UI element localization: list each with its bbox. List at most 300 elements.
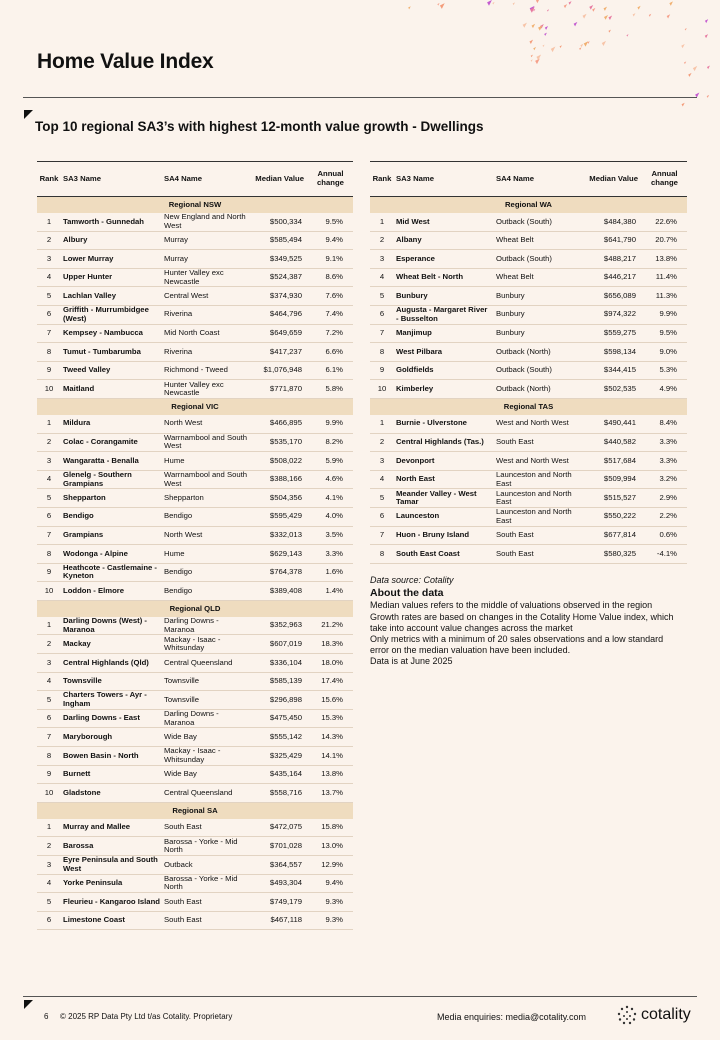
annual-change-cell: 9.1% (308, 250, 353, 269)
confetti-shape (531, 55, 533, 58)
sa4-name-cell: South East (494, 545, 584, 564)
rank-cell: 5 (37, 489, 61, 508)
annual-change-cell: 7.4% (308, 305, 353, 324)
sa3-name-cell: Burnie - Ulverstone (394, 415, 494, 433)
confetti-shape (608, 16, 612, 20)
rank-cell: 1 (370, 213, 394, 231)
table-row (37, 507, 353, 526)
annual-change-cell: 6.6% (308, 343, 353, 362)
confetti-shape (531, 59, 533, 61)
median-value-cell: $595,429 (252, 507, 308, 526)
table-row (370, 452, 687, 471)
cotality-logo (617, 1005, 691, 1025)
median-value-cell: $580,325 (584, 545, 642, 564)
sa4-name-cell: Hunter Valley exc Newcastle (162, 380, 252, 399)
confetti-shape (579, 47, 581, 50)
sa4-name-cell: Wide Bay (162, 765, 252, 784)
rank-cell: 9 (37, 765, 61, 784)
sa4-name-cell: Warrnambool and South West (162, 470, 252, 489)
sa4-name-cell: Darling Downs - Maranoa (162, 617, 252, 635)
rank-cell: 10 (37, 784, 61, 803)
rank-cell: 2 (370, 433, 394, 452)
median-value-cell: $764,378 (252, 563, 308, 582)
sa3-name-cell: Tamworth - Gunnedah (61, 213, 162, 231)
confetti-shape (437, 3, 439, 6)
annual-change-cell: 4.6% (308, 470, 353, 489)
table-row (370, 287, 687, 306)
rank-cell: 4 (37, 672, 61, 691)
confetti-shape (584, 41, 588, 46)
confetti-shape (532, 24, 536, 28)
sa3-name-cell: Albany (394, 231, 494, 250)
sa3-name-cell: Murray and Mallee (61, 819, 162, 837)
sa4-name-cell: Townsville (162, 672, 252, 691)
annual-change-cell: 3.3% (642, 433, 687, 452)
confetti-shape (602, 41, 606, 46)
sa3-name-cell: Kimberley (394, 380, 494, 399)
annual-change-cell: 2.2% (642, 507, 687, 526)
sa4-name-cell: Outback (North) (494, 343, 584, 362)
note-line: Only metrics with a minimum of 20 sales observations and a low standard error on the median valuation have been included. (370, 634, 664, 656)
sa4-name-cell: Murray (162, 250, 252, 269)
table-row (37, 617, 353, 635)
annual-change-cell: 20.7% (642, 231, 687, 250)
rank-cell: 6 (37, 709, 61, 728)
col-header-rank: Rank (372, 173, 392, 183)
confetti-shape (583, 14, 587, 19)
sa3-name-cell: Limestone Coast (61, 911, 162, 930)
confetti-shape (560, 45, 562, 48)
region-label: Regional VIC (37, 398, 353, 415)
col-header-sa3: SA3 Name (396, 173, 435, 183)
sa3-name-cell: Bowen Basin - North (61, 747, 162, 766)
annual-change-cell: 9.3% (308, 911, 353, 930)
median-value-cell: $388,166 (252, 470, 308, 489)
table-row (37, 728, 353, 747)
left-data-table (37, 161, 353, 930)
confetti-shape (440, 3, 445, 9)
sa3-name-cell: Wheat Belt - North (394, 268, 494, 287)
annual-change-cell: 15.3% (308, 709, 353, 728)
table-row (37, 380, 353, 399)
table-row (37, 582, 353, 601)
sa3-name-cell: Shepparton (61, 489, 162, 508)
rank-cell: 1 (37, 415, 61, 433)
median-value-cell: $974,322 (584, 305, 642, 324)
annual-change-cell: 9.4% (308, 874, 353, 893)
annual-change-cell: 4.1% (308, 489, 353, 508)
sa4-name-cell: Wide Bay (162, 728, 252, 747)
annual-change-cell: 9.0% (642, 343, 687, 362)
rank-cell: 3 (37, 452, 61, 471)
annual-change-cell: 0.6% (642, 526, 687, 545)
sa3-name-cell: Glenelg - Southern Grampians (61, 470, 162, 489)
sa4-name-cell: Riverina (162, 343, 252, 362)
median-value-cell: $771,870 (252, 380, 308, 399)
sa4-name-cell: Mackay - Isaac - Whitsunday (162, 747, 252, 766)
confetti-shape (684, 61, 686, 64)
table-row (37, 819, 353, 837)
table-row (37, 691, 353, 710)
table-row (37, 526, 353, 545)
annual-change-cell: 13.7% (308, 784, 353, 803)
region-label: Regional WA (370, 197, 687, 214)
table-row (370, 268, 687, 287)
confetti-shape (535, 59, 540, 65)
rank-cell: 5 (37, 691, 61, 710)
sa4-name-cell: Mackay - Isaac - Whitsunday (162, 635, 252, 654)
annual-change-cell: 5.3% (642, 361, 687, 380)
rank-cell: 7 (37, 728, 61, 747)
region-label: Regional NSW (37, 197, 353, 214)
sa3-name-cell: Bendigo (61, 507, 162, 526)
sa4-name-cell: Central West (162, 287, 252, 306)
top-divider (23, 97, 697, 98)
corner-marker (24, 1000, 33, 1009)
confetti-shape (707, 66, 710, 70)
note-line: Data is at June 2025 (370, 656, 453, 667)
median-value-cell: $389,408 (252, 582, 308, 601)
media-enquiries: Media enquiries: media@cotality.com (437, 1012, 587, 1022)
table-row (370, 250, 687, 269)
sa3-name-cell: Barossa (61, 837, 162, 856)
annual-change-cell: 9.5% (308, 213, 353, 231)
annual-change-cell: 4.9% (642, 380, 687, 399)
annual-change-cell: 2.9% (642, 489, 687, 508)
sa4-name-cell: Hume (162, 545, 252, 564)
sa4-name-cell: Bendigo (162, 563, 252, 582)
median-value-cell: $344,415 (584, 361, 642, 380)
table-row (37, 672, 353, 691)
sa4-name-cell: Riverina (162, 305, 252, 324)
confetti-shape (580, 44, 583, 47)
rank-cell: 6 (37, 911, 61, 930)
sa3-name-cell: Griffith - Murrumbidgee (West) (61, 305, 162, 324)
annual-change-cell: 1.4% (308, 582, 353, 601)
sa3-name-cell: Wangaratta - Benalla (61, 452, 162, 471)
table-row (37, 231, 353, 250)
median-value-cell: $517,684 (584, 452, 642, 471)
confetti-shape (633, 13, 636, 16)
median-value-cell: $607,019 (252, 635, 308, 654)
sa4-name-cell: New England and North West (162, 213, 252, 231)
confetti-shape (626, 34, 628, 37)
sa4-name-cell: Hume (162, 452, 252, 471)
median-value-cell: $493,304 (252, 874, 308, 893)
sa4-name-cell: Outback (South) (494, 213, 584, 231)
sa4-name-cell: Shepparton (162, 489, 252, 508)
table-row (37, 415, 353, 433)
rank-cell: 10 (370, 380, 394, 399)
table-subtitle: Top 10 regional SA3’s with highest 12-month value growth - Dwellings (35, 119, 484, 134)
rank-cell: 5 (37, 893, 61, 912)
confetti-shape (608, 30, 611, 33)
sa3-name-cell: Lower Murray (61, 250, 162, 269)
table-row (37, 765, 353, 784)
sa4-name-cell: Central Queensland (162, 784, 252, 803)
table-row (370, 433, 687, 452)
table-row (370, 507, 687, 526)
annual-change-cell: 14.1% (308, 747, 353, 766)
confetti-shape (637, 6, 640, 10)
rank-cell: 3 (370, 452, 394, 471)
median-value-cell: $508,022 (252, 452, 308, 471)
region-header-row (370, 197, 687, 214)
sa4-name-cell: Bendigo (162, 507, 252, 526)
rank-cell: 10 (37, 380, 61, 399)
table-row (37, 545, 353, 564)
col-header-sa4: SA4 Name (496, 173, 535, 183)
confetti-shape (705, 34, 708, 38)
rank-cell: 5 (37, 287, 61, 306)
sa3-name-cell: Townsville (61, 672, 162, 691)
median-value-cell: $649,659 (252, 324, 308, 343)
annual-change-cell: 18.0% (308, 654, 353, 673)
sa3-name-cell: Meander Valley - West Tamar (394, 489, 494, 508)
rank-cell: 9 (370, 361, 394, 380)
table-row (37, 361, 353, 380)
rank-cell: 7 (37, 324, 61, 343)
col-header-value: Median Value (255, 173, 304, 183)
table-row (370, 343, 687, 362)
median-value-cell: $524,387 (252, 268, 308, 287)
table-row (37, 470, 353, 489)
confetti-shape (544, 33, 547, 36)
rank-cell: 1 (37, 819, 61, 837)
confetti-shape (529, 40, 533, 44)
median-value-cell: $490,441 (584, 415, 642, 433)
table-row (370, 213, 687, 231)
table-row (37, 563, 353, 582)
sa4-name-cell: Hunter Valley exc Newcastle (162, 268, 252, 287)
rank-cell: 7 (370, 324, 394, 343)
table-row (37, 287, 353, 306)
sa4-name-cell: South East (494, 526, 584, 545)
sa4-name-cell: South East (494, 433, 584, 452)
sa4-name-cell: Outback (South) (494, 361, 584, 380)
decorative-confetti-pattern (380, 0, 720, 110)
confetti-shape (705, 19, 708, 23)
col-header-rank: Rank (39, 173, 59, 183)
sa3-name-cell: Manjimup (394, 324, 494, 343)
sa3-name-cell: Gladstone (61, 784, 162, 803)
table-row (37, 305, 353, 324)
median-value-cell: $466,895 (252, 415, 308, 433)
sa4-name-cell: Wheat Belt (494, 231, 584, 250)
annual-change-cell: 5.9% (308, 452, 353, 471)
median-value-cell: $446,217 (584, 268, 642, 287)
sa4-name-cell: Warrnambool and South West (162, 433, 252, 452)
rank-cell: 2 (37, 231, 61, 250)
sa3-name-cell: Albury (61, 231, 162, 250)
annual-change-cell: 15.6% (308, 691, 353, 710)
table-row (370, 545, 687, 564)
median-value-cell: $484,380 (584, 213, 642, 231)
sa4-name-cell: South East (162, 819, 252, 837)
confetti-shape (547, 9, 549, 11)
confetti-shape (649, 14, 651, 17)
sa4-name-cell: Townsville (162, 691, 252, 710)
median-value-cell: $585,139 (252, 672, 308, 691)
table-row (37, 250, 353, 269)
annual-change-cell: 5.8% (308, 380, 353, 399)
sa3-name-cell: South East Coast (394, 545, 494, 564)
sa3-name-cell: Bunbury (394, 287, 494, 306)
sa3-name-cell: Central Highlands (Qld) (61, 654, 162, 673)
median-value-cell: $509,994 (584, 470, 642, 489)
median-value-cell: $1,076,948 (252, 361, 308, 380)
table-row (37, 433, 353, 452)
annual-change-cell: 12.9% (308, 856, 353, 875)
region-label: Regional TAS (370, 398, 687, 415)
confetti-shape (667, 14, 670, 18)
sa3-name-cell: Launceston (394, 507, 494, 526)
median-value-cell: $641,790 (584, 231, 642, 250)
region-header-row (37, 600, 353, 617)
about-data-heading: About the data (370, 587, 444, 600)
confetti-shape (487, 0, 492, 6)
sa3-name-cell: Heathcote - Castlemaine - Kyneton (61, 563, 162, 582)
table-row (37, 452, 353, 471)
median-value-cell: $559,275 (584, 324, 642, 343)
confetti-shape (536, 0, 540, 3)
rank-cell: 3 (370, 250, 394, 269)
col-header-sa4: SA4 Name (164, 173, 203, 183)
sa3-name-cell: Mildura (61, 415, 162, 433)
page-number: 6 (44, 1012, 49, 1021)
median-value-cell: $550,222 (584, 507, 642, 526)
table-row (37, 654, 353, 673)
median-value-cell: $535,170 (252, 433, 308, 452)
rank-cell: 10 (37, 582, 61, 601)
median-value-cell: $336,104 (252, 654, 308, 673)
annual-change-cell: 9.5% (642, 324, 687, 343)
rank-cell: 2 (370, 231, 394, 250)
table-row (37, 747, 353, 766)
right-data-table (370, 161, 687, 564)
median-value-cell: $598,134 (584, 343, 642, 362)
sa3-name-cell: Eyre Peninsula and South West (61, 856, 162, 875)
table-row (37, 268, 353, 287)
table-row (370, 324, 687, 343)
table-row (37, 911, 353, 930)
median-value-cell: $500,334 (252, 213, 308, 231)
table-row (37, 324, 353, 343)
confetti-shape (589, 5, 593, 10)
rank-cell: 1 (37, 617, 61, 635)
table-row (37, 893, 353, 912)
median-value-cell: $467,118 (252, 911, 308, 930)
rank-cell: 9 (37, 563, 61, 582)
median-value-cell: $374,930 (252, 287, 308, 306)
sa3-name-cell: North East (394, 470, 494, 489)
table-row (37, 213, 353, 231)
median-value-cell: $352,963 (252, 617, 308, 635)
note-line: Median values refers to the middle of valuations observed in the region (370, 600, 653, 611)
confetti-shape (545, 26, 548, 30)
median-value-cell: $325,429 (252, 747, 308, 766)
data-source: Data source: Cotality (370, 575, 454, 585)
table-row (370, 526, 687, 545)
confetti-shape (564, 4, 567, 8)
confetti-shape (513, 2, 515, 5)
sa3-name-cell: Darling Downs - East (61, 709, 162, 728)
sa3-name-cell: Augusta - Margaret River - Busselton (394, 305, 494, 324)
sa4-name-cell: Outback (162, 856, 252, 875)
rank-cell: 8 (370, 343, 394, 362)
median-value-cell: $629,143 (252, 545, 308, 564)
rank-cell: 4 (37, 268, 61, 287)
sa4-name-cell: Wheat Belt (494, 268, 584, 287)
confetti-shape (707, 95, 710, 98)
median-value-cell: $585,494 (252, 231, 308, 250)
median-value-cell: $749,179 (252, 893, 308, 912)
table-row (37, 489, 353, 508)
confetti-shape (574, 22, 578, 27)
col-header-change: Annual change (317, 169, 344, 187)
rank-cell: 3 (37, 856, 61, 875)
median-value-cell: $701,028 (252, 837, 308, 856)
rank-cell: 3 (37, 250, 61, 269)
confetti-shape (569, 1, 572, 5)
region-header-row (37, 802, 353, 819)
rank-cell: 8 (370, 545, 394, 564)
annual-change-cell: 22.6% (642, 213, 687, 231)
page-title: Home Value Index (37, 50, 214, 73)
median-value-cell: $435,164 (252, 765, 308, 784)
annual-change-cell: 1.6% (308, 563, 353, 582)
sa3-name-cell: Goldfields (394, 361, 494, 380)
table-header-row (37, 162, 353, 197)
rank-cell: 5 (370, 489, 394, 508)
rank-cell: 4 (370, 470, 394, 489)
region-header-row (370, 398, 687, 415)
annual-change-cell: 9.3% (308, 893, 353, 912)
confetti-shape (408, 6, 411, 9)
table-row (37, 874, 353, 893)
confetti-shape (551, 47, 556, 53)
confetti-shape (688, 73, 691, 77)
rank-cell: 8 (37, 343, 61, 362)
region-header-row (37, 398, 353, 415)
sa4-name-cell: North West (162, 526, 252, 545)
sa4-name-cell: Outback (South) (494, 250, 584, 269)
col-header-sa3: SA3 Name (63, 173, 102, 183)
rank-cell: 8 (37, 545, 61, 564)
median-value-cell: $504,356 (252, 489, 308, 508)
rank-cell: 7 (370, 526, 394, 545)
annual-change-cell: 3.5% (308, 526, 353, 545)
table-row (37, 635, 353, 654)
sa4-name-cell: Murray (162, 231, 252, 250)
annual-change-cell: 4.0% (308, 507, 353, 526)
region-header-row (37, 197, 353, 214)
sa4-name-cell: Launceston and North East (494, 507, 584, 526)
median-value-cell: $332,013 (252, 526, 308, 545)
annual-change-cell: 8.4% (642, 415, 687, 433)
sa4-name-cell: Outback (North) (494, 380, 584, 399)
rank-cell: 5 (370, 287, 394, 306)
annual-change-cell: 18.3% (308, 635, 353, 654)
median-value-cell: $364,557 (252, 856, 308, 875)
sa4-name-cell: Bunbury (494, 287, 584, 306)
sa3-name-cell: Lachlan Valley (61, 287, 162, 306)
table-row (37, 343, 353, 362)
sa4-name-cell: Launceston and North East (494, 470, 584, 489)
sa4-name-cell: West and North West (494, 415, 584, 433)
sa3-name-cell: Devonport (394, 452, 494, 471)
annual-change-cell: 3.3% (308, 545, 353, 564)
